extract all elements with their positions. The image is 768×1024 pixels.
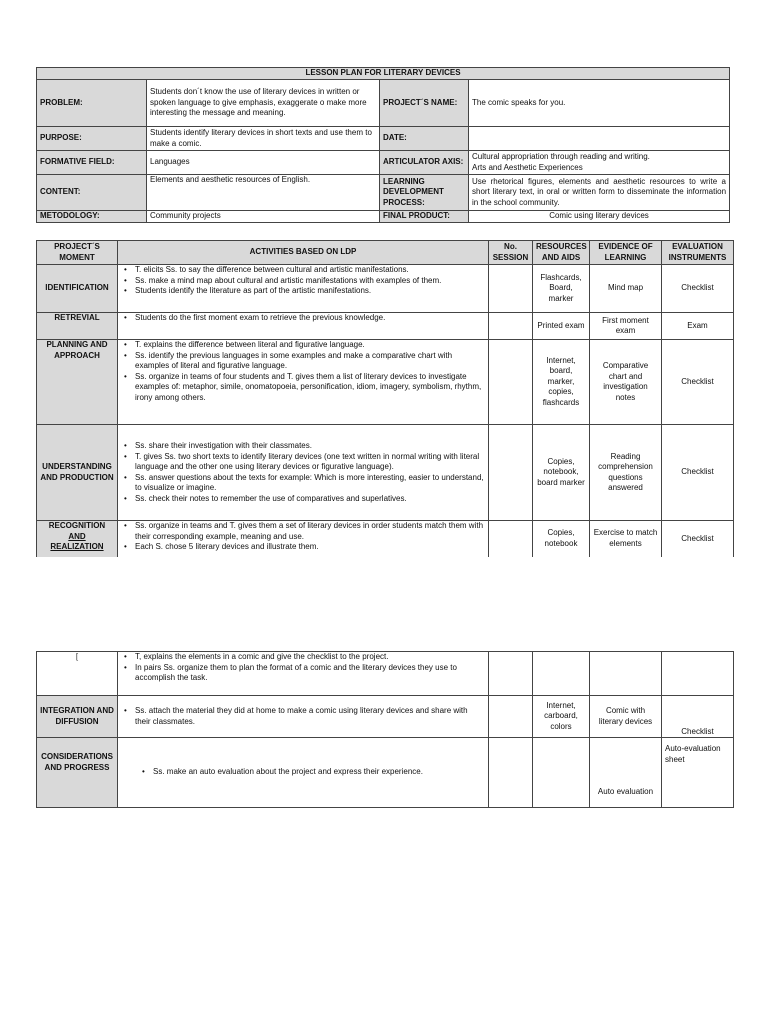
content-label: CONTENT: <box>37 175 147 211</box>
session-cell <box>489 340 533 425</box>
ldp-label: LEARNING DEVELOPMENT PROCESS: <box>380 175 469 211</box>
moment-retrevial: RETREVIAL <box>37 313 118 340</box>
moment-recognition-line-2: AND <box>68 531 86 541</box>
list-item: • Ss. organize in teams and T. gives them a set of literary devices in order students match them with their corresponding example, meaning and use. <box>133 521 485 542</box>
moment-identification: IDENTIFICATION <box>37 265 118 313</box>
activities-cell <box>118 425 489 521</box>
list-item: • T, explains the elements in a comic and give the checklist to the project. <box>133 652 485 663</box>
resources-cell: Copies, notebook, board marker <box>533 425 590 521</box>
moment-understanding: UNDERSTANDING AND PRODUCTION <box>37 425 118 521</box>
evaluation-cell: Checklist <box>662 696 734 738</box>
evidence-cell: Comparative chart and investigation notes <box>590 340 662 425</box>
table-row <box>37 738 734 808</box>
articulator-axis-line-1: Cultural appropriation through reading and writing. <box>472 152 650 161</box>
articulator-axis-line-2: Arts and Aesthetic Experiences <box>472 162 583 172</box>
header-evaluation: EVALUATION INSTRUMENTS <box>662 241 734 265</box>
problem-label: PROBLEM: <box>37 80 147 127</box>
resources-cell: Internet, carboard, colors <box>533 696 590 738</box>
content-value: Elements and aesthetic resources of English. <box>147 175 380 211</box>
list-item: • Ss. answer questions about the texts for example: Which is more interesting, easier to understand, to visualize or imagine. <box>133 473 485 494</box>
articulator-axis-value <box>469 151 730 175</box>
moment-planning: PLANNING AND APPROACH <box>37 340 118 425</box>
evidence-cell: Reading comprehension questions answered <box>590 425 662 521</box>
evidence-cell: Auto evaluation <box>590 738 662 808</box>
header-evidence: EVIDENCE OF LEARNING <box>590 241 662 265</box>
moment-considerations: CONSIDERATIONS AND PROGRESS <box>37 738 118 808</box>
ldp-value: Use rhetorical figures, elements and aesthetic resources to write a short literary text, in oral or written form to disseminate the information in the school community. <box>469 175 730 211</box>
evidence-cell: First moment exam <box>590 313 662 340</box>
header-session: No. SESSION <box>489 241 533 265</box>
list-item: • Ss. attach the material they did at home to make a comic using literary devices and share with their classmates. <box>133 706 485 727</box>
resources-cell <box>533 738 590 808</box>
list-item: • Students do the first moment exam to retrieve the previous knowledge. <box>133 313 485 324</box>
evaluation-cell: Checklist <box>662 425 734 521</box>
session-cell <box>489 313 533 340</box>
lesson-plan-title: LESSON PLAN FOR LITERARY DEVICES <box>37 68 730 80</box>
session-cell <box>489 652 533 696</box>
project-name-value: The comic speaks for you. <box>469 80 730 127</box>
table-row <box>37 521 734 557</box>
table-row <box>37 696 734 738</box>
evaluation-cell: Checklist <box>662 265 734 313</box>
lesson-plan-table <box>36 67 730 223</box>
moment-recognition <box>37 521 118 557</box>
list-item: • T. explains the difference between literal and figurative language. <box>133 340 485 351</box>
session-cell <box>489 425 533 521</box>
evaluation-cell: Auto-evaluation sheet <box>662 738 734 808</box>
problem-value: Students don´t know the use of literary devices in written or spoken language to give emphasis, exaggerate o make more interesting the message and meaning. <box>147 80 380 127</box>
activities-cell <box>118 652 489 696</box>
resources-cell: Printed exam <box>533 313 590 340</box>
list-item: • Each S. chose 5 literary devices and illustrate them. <box>133 542 485 553</box>
header-resources: RESOURCES AND AIDS <box>533 241 590 265</box>
evaluation-cell: Exam <box>662 313 734 340</box>
activities-continuation-table <box>36 651 734 808</box>
table-row <box>37 265 734 313</box>
list-item: • Ss. identify the previous languages in some examples and make a comparative chart with examples of literal and figurative language. <box>133 351 485 372</box>
session-cell <box>489 738 533 808</box>
table-row <box>37 313 734 340</box>
evidence-cell <box>590 652 662 696</box>
evidence-cell: Exercise to match elements <box>590 521 662 557</box>
final-product-label: FINAL PRODUCT: <box>380 211 469 223</box>
list-item: • Ss. share their investigation with their classmates. <box>133 441 485 452</box>
evaluation-cell <box>662 652 734 696</box>
list-item: • In pairs Ss. organize them to plan the format of a comic and the literary devices they use to accomplish the task. <box>133 663 485 684</box>
moment-recognition-line-3: REALIZATION <box>50 542 104 551</box>
resources-cell: Internet, board, marker, copies, flashcards <box>533 340 590 425</box>
activities-cell <box>118 313 489 340</box>
project-name-label: PROJECT´S NAME: <box>380 80 469 127</box>
header-moment: PROJECT´S MOMENT <box>37 241 118 265</box>
table-row <box>37 652 734 696</box>
list-item: • T. gives Ss. two short texts to identify literary devices (one text written in normal writing with literal language and the other one using literary devices or figurative language). <box>133 452 485 473</box>
purpose-value: Students identify literary devices in short texts and use them to make a comic. <box>147 127 380 151</box>
activities-table <box>36 240 734 557</box>
activities-cell <box>118 521 489 557</box>
moment-continued: [ <box>37 652 118 696</box>
evaluation-cell: Checklist <box>662 340 734 425</box>
resources-cell <box>533 652 590 696</box>
list-item: • Ss. make a mind map about cultural and artistic manifestations with examples of them. <box>133 276 485 287</box>
final-product-value: Comic using literary devices <box>469 211 730 223</box>
resources-cell: Flashcards, Board, marker <box>533 265 590 313</box>
date-value <box>469 127 730 151</box>
moment-integration: INTEGRATION AND DIFFUSION <box>37 696 118 738</box>
session-cell <box>489 521 533 557</box>
list-item: • Ss. check their notes to remember the use of comparatives and superlatives. <box>133 494 485 505</box>
resources-cell: Copies, notebook <box>533 521 590 557</box>
evidence-cell: Mind map <box>590 265 662 313</box>
list-item: • T. elicits Ss. to say the difference between cultural and artistic manifestations. <box>133 265 485 276</box>
activities-cell <box>118 738 489 808</box>
activities-cell <box>118 265 489 313</box>
list-item: • Ss. organize in teams of four students and T. gives them a list of literary devices to investigate examples of: metaphor, simile, onomatopoeia, personification, idiom, imagery, symbolism, rhythm, irony among others. <box>133 372 485 404</box>
table-row <box>37 425 734 521</box>
evaluation-cell: Checklist <box>662 521 734 557</box>
articulator-axis-label: ARTICULATOR AXIS: <box>380 151 469 175</box>
list-item: • Students identify the literature as part of the artistic manifestations. <box>133 286 485 297</box>
date-label: DATE: <box>380 127 469 151</box>
formative-field-label: FORMATIVE FIELD: <box>37 151 147 175</box>
session-cell <box>489 696 533 738</box>
activities-cell <box>118 340 489 425</box>
purpose-label: PURPOSE: <box>37 127 147 151</box>
header-activities: ACTIVITIES BASED ON LDP <box>118 241 489 265</box>
methodology-value: Community projects <box>147 211 380 223</box>
methodology-label: METODOLOGY: <box>37 211 147 223</box>
session-cell <box>489 265 533 313</box>
table-row <box>37 340 734 425</box>
activities-cell <box>118 696 489 738</box>
evidence-cell: Comic with literary devices <box>590 696 662 738</box>
moment-recognition-line-1: RECOGNITION <box>48 521 106 530</box>
formative-field-value: Languages <box>147 151 380 175</box>
list-item: • Ss. make an auto evaluation about the project and express their experience. <box>151 767 485 778</box>
